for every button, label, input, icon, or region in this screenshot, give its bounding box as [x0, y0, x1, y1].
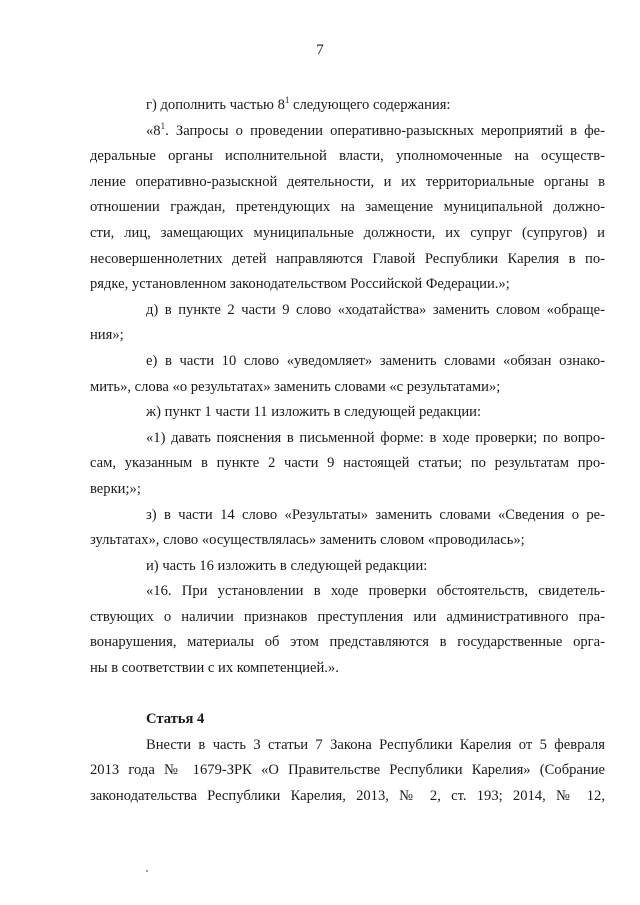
- text-line: ствующих о наличии признаков преступления или административного пра-: [90, 608, 605, 625]
- text-line: «1) давать пояснения в письменной форме: в ходе проверки; по вопро-: [146, 429, 605, 446]
- text-line: ния»;: [90, 327, 124, 344]
- superscript: 1: [160, 120, 166, 131]
- text-line: ж) пункт 1 части 11 изложить в следующей редакции:: [146, 404, 482, 421]
- text-line: отношении граждан, претендующих на замещение муниципальной должно-: [90, 199, 605, 216]
- paragraph-item-1: [90, 426, 605, 503]
- paragraph-zh: [90, 400, 605, 426]
- text-line: г) дополнить частью $8^1$ следующего содержания:: [146, 95, 451, 113]
- text-line: з) в части 14 слово «Результаты» заменить словами «Сведения о ре-: [146, 506, 605, 523]
- paragraph-e: [90, 349, 605, 400]
- scan-speck: [146, 870, 148, 872]
- spacer: [90, 682, 605, 708]
- paragraph-d: [90, 298, 605, 349]
- text-line: и) часть 16 изложить в следующей редакции:: [146, 557, 428, 574]
- paragraph-part-16: [90, 579, 605, 681]
- text-line: «16. При установлении в ходе проверки обстоятельств, свидетель-: [146, 583, 605, 600]
- text-line: рядке, установленном законодательством Российской Федерации.»;: [90, 276, 510, 293]
- text-line: мить», слова «о результатах» заменить словами «с результатами»;: [90, 378, 501, 395]
- superscript: 1: [284, 95, 290, 105]
- text-line: «$8^1$. Запросы о проведении оперативно-разыскных мероприятий в фе-: [146, 120, 605, 139]
- paragraph-i: [90, 554, 605, 580]
- text-line: несовершеннолетних детей направляются Главой Республики Карелия в по-: [90, 250, 605, 267]
- text-line: законодательства Республики Карелия, 2013, № 2, ст. 193; 2014, № 12,: [90, 788, 605, 805]
- paragraph-g: [90, 93, 605, 119]
- paragraph-part-8-1: [90, 119, 605, 298]
- text-line: сам, указанным в пункте 2 части 9 настоящей статьи; по результатам про-: [90, 455, 605, 472]
- text-line: е) в части 10 слово «уведомляет» заменить словами «обязан ознако-: [146, 352, 605, 369]
- text-line: зультатах», слово «осуществлялась» заменить словом «проводилась»;: [90, 532, 525, 549]
- text-line: д) в пункте 2 части 9 слово «ходатайства» заменить словом «обраще-: [146, 301, 605, 318]
- text-line: деральные органы исполнительной власти, уполномоченные на осуществ-: [90, 148, 605, 165]
- paragraph-z: [90, 503, 605, 554]
- text-line: ление оперативно-разыскной деятельности, и их территориальные органы в: [90, 173, 605, 190]
- page-number: 7: [316, 42, 324, 58]
- article-heading: Статья 4: [146, 711, 205, 728]
- document-body: [90, 93, 605, 810]
- text-line: вонарушения, материалы об этом представляются в государственные орга-: [90, 634, 605, 651]
- article-4-body: [90, 733, 605, 810]
- text-line: Внести в часть 3 статьи 7 Закона Республики Карелия от 5 февраля: [146, 736, 605, 753]
- text-line: 2013 года № 1679-ЗРК «О Правительстве Республики Карелия» (Собрание: [90, 762, 605, 779]
- text-line: сти, лиц, замещающих муниципальные должности, их супруг (супругов) и: [90, 224, 605, 241]
- text-line: ны в соответствии с их компетенцией.».: [90, 660, 339, 677]
- text-line: верки;»;: [90, 480, 141, 497]
